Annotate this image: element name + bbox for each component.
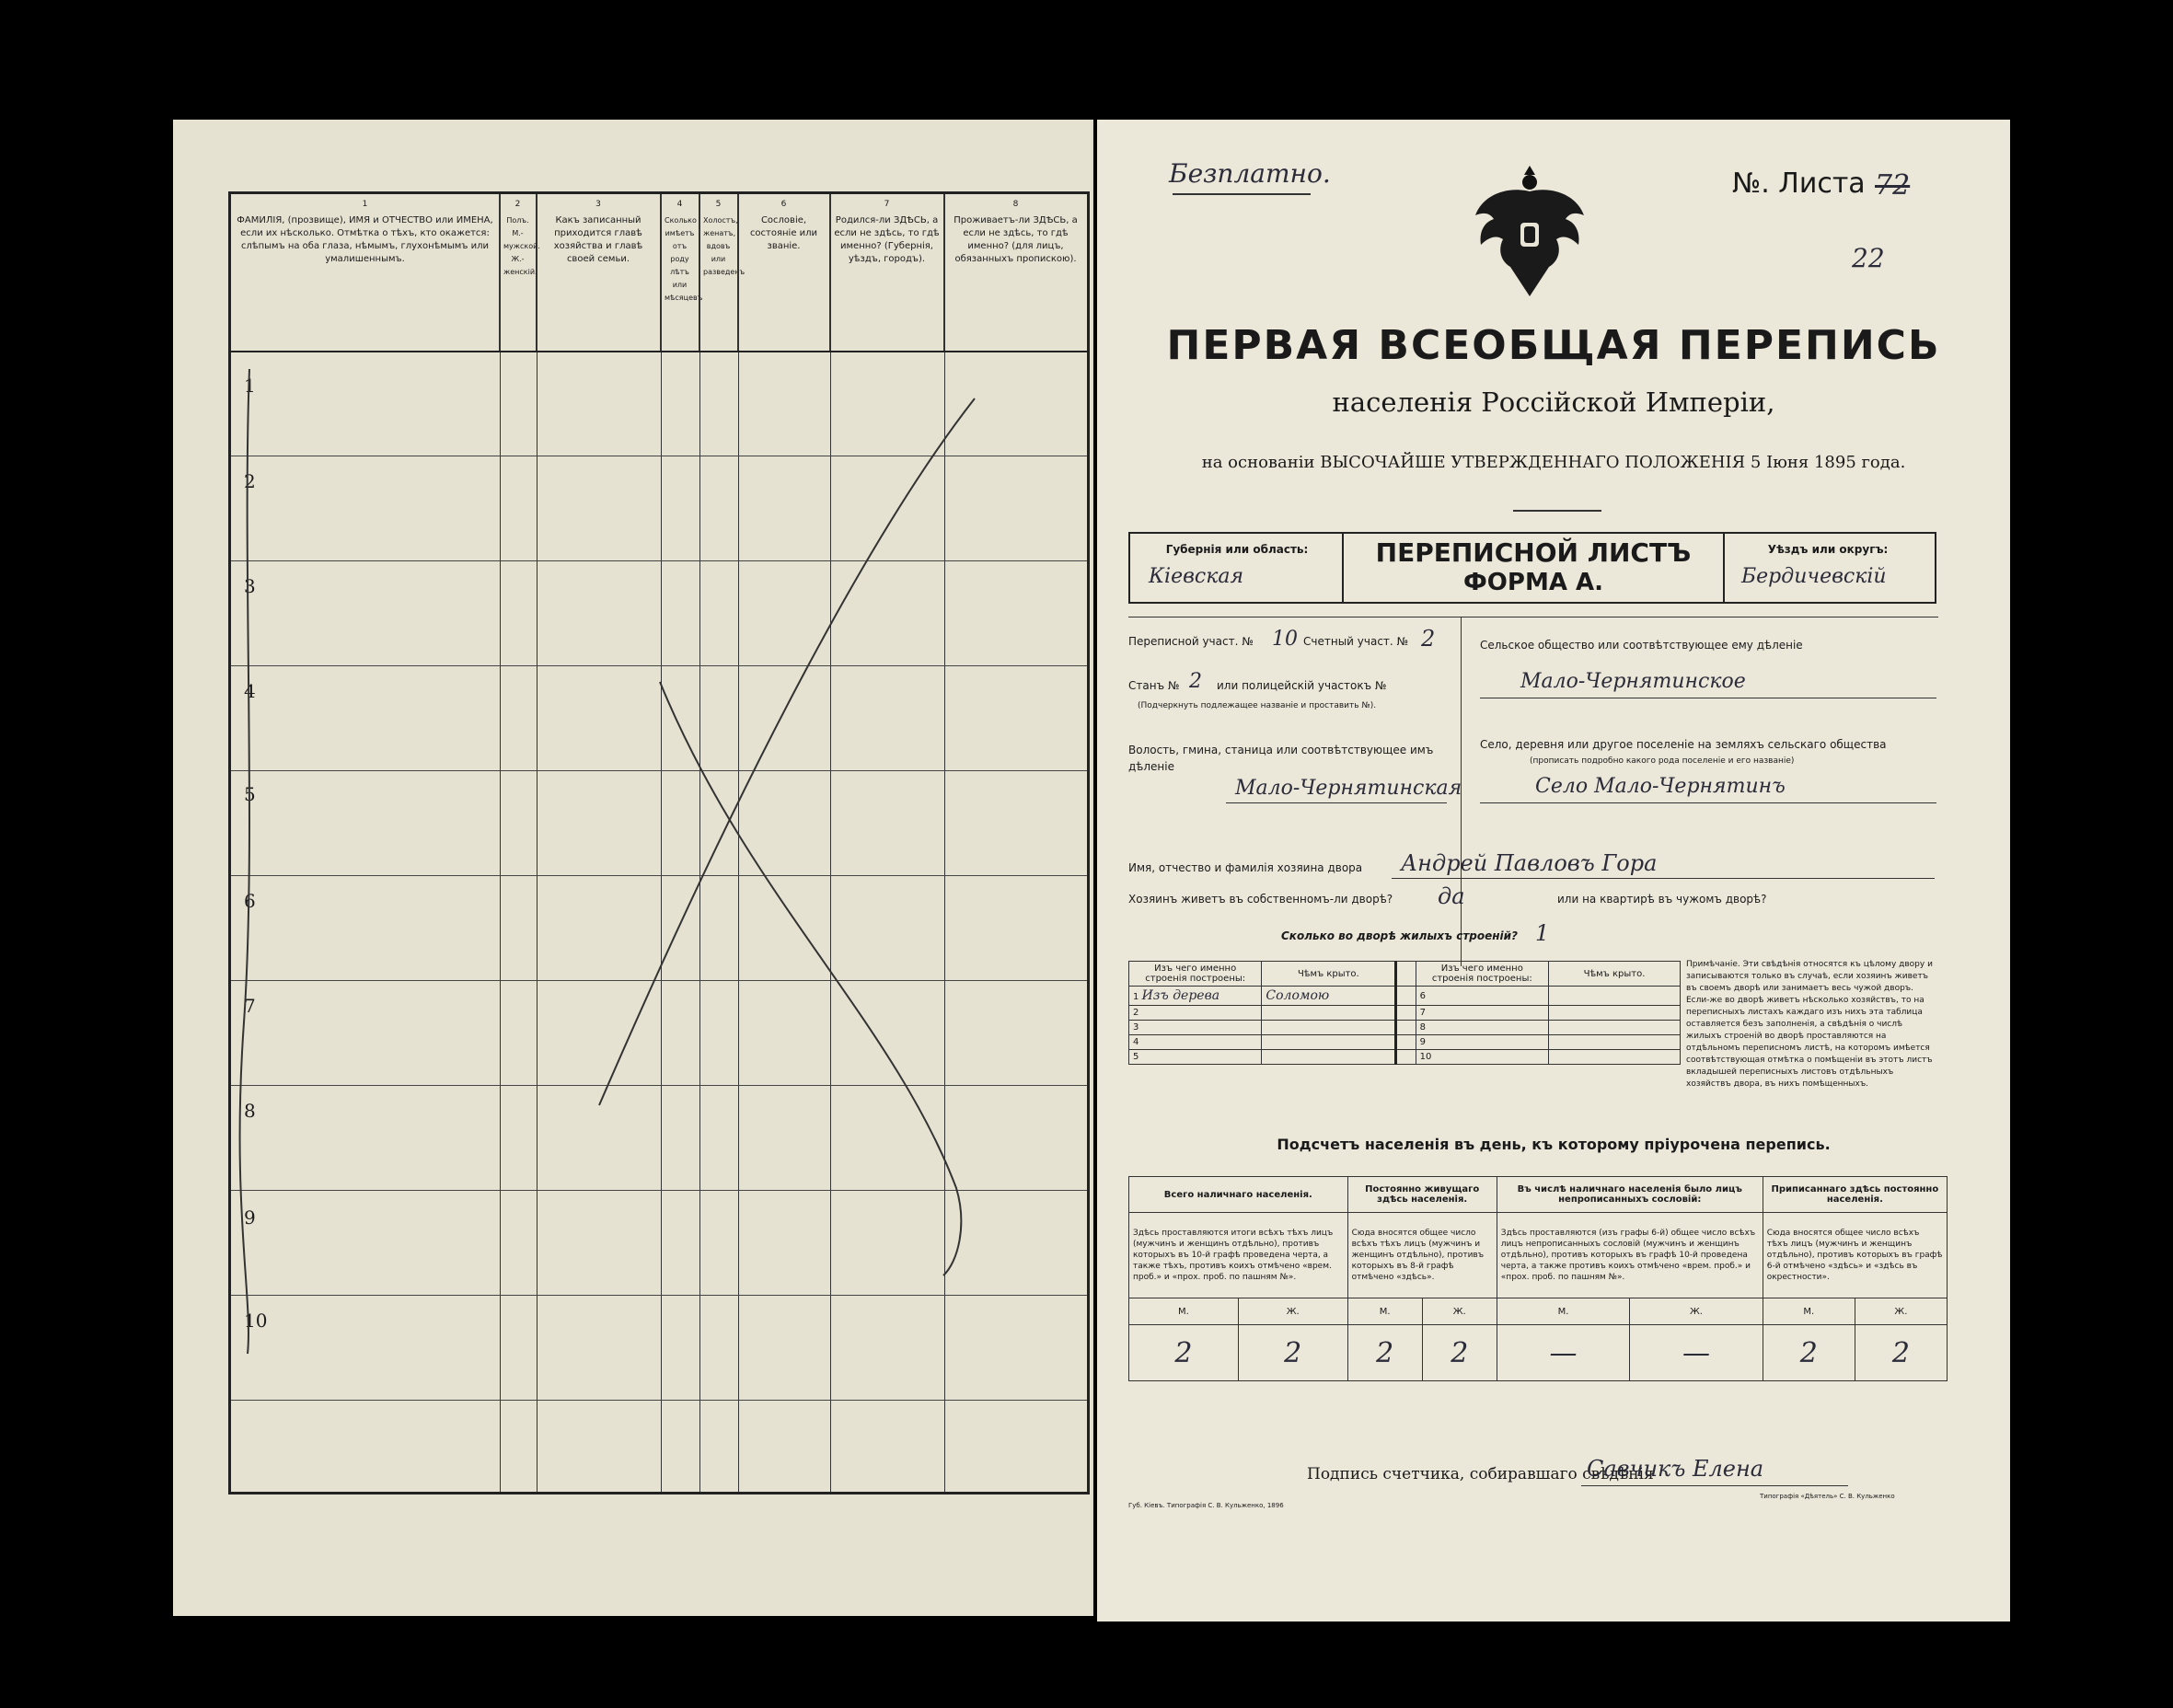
signature-value: Савчикъ Елена	[1587, 1456, 1764, 1482]
summary-desc: Здѣсь проставляются итоги всѣхъ тѣхъ лицъ (мужчинъ и женщинъ отдѣльно), противъ которыхъ въ 10-й графѣ проведена черта, а также тѣхъ, противъ коихъ отмѣчено «врем. проб.» и «прох. проб. по пашням №».	[1129, 1213, 1348, 1298]
column-text: Родился-ли ЗДѢСЬ, а если не здѣсь, то гдѣ именно? (Губернія, уѣздъ, городъ).	[834, 215, 940, 264]
society-label: Сельское общество или соотвѣтствующее ему дѣленіе	[1480, 639, 1803, 652]
household-roster-table	[228, 191, 1090, 1494]
guberniya-box	[1128, 532, 1344, 604]
sex-label: Ж.	[1238, 1298, 1347, 1325]
row-index: 4	[1129, 1035, 1262, 1050]
column-text: Холостъ, женатъ, вдовъ или разведенъ	[703, 216, 746, 276]
row-index: 9	[1416, 1035, 1548, 1050]
column-text: Какъ записанный приходится главѣ хозяйства и главѣ своей семьи.	[553, 215, 643, 264]
row-index: 2	[1129, 1006, 1262, 1021]
sex-label: Ж.	[1630, 1298, 1763, 1325]
uezd-value: Бердичевскій	[1741, 565, 1887, 588]
row-number: 5	[244, 783, 256, 805]
spacer	[1396, 1050, 1416, 1065]
column-number: 7	[884, 200, 890, 209]
row-number: 2	[244, 470, 256, 492]
row-index: 5	[1129, 1050, 1262, 1065]
column-text: Полъ. М.-мужской. Ж.-женскій.	[503, 216, 540, 276]
volost-value: Мало-Чернятинская	[1235, 777, 1462, 800]
row-number: 7	[244, 995, 256, 1017]
buildings-table-head	[1129, 962, 1681, 987]
roof-head: Чѣмъ крыто.	[1549, 962, 1681, 987]
handwritten-cross-out-mark	[231, 194, 1087, 1492]
form-label: ФОРМА А.	[1463, 569, 1603, 596]
society-value: Мало-Чернятинское	[1520, 670, 1746, 693]
material-cell	[1129, 987, 1262, 1006]
village-label: Село, деревня или другое поселеніе на земляхъ сельскаго общества	[1480, 738, 1887, 751]
material-head: Изъ чего именно строенія построены:	[1416, 962, 1548, 987]
village-note: (прописать подробно какого рода поселеніе и его названіе)	[1530, 756, 1795, 766]
sex-header-row	[1129, 1298, 1948, 1325]
column-number: 3	[595, 200, 601, 209]
own-yard-value: да	[1438, 883, 1465, 909]
column-number: 1	[362, 200, 368, 209]
counting-label: Счетный участ. №	[1303, 635, 1409, 648]
summary-heads	[1129, 1177, 1948, 1213]
spacer	[1396, 1006, 1416, 1021]
sheet-title-box	[1342, 532, 1725, 604]
buildings-table	[1128, 961, 1681, 1065]
uezd-label: Уѣздъ или округъ:	[1767, 543, 1889, 556]
village-field-line	[1480, 802, 1936, 803]
column-number: 6	[780, 200, 787, 209]
column-text: Сословіе, состояніе или званіе.	[749, 215, 818, 251]
count-value: —	[1497, 1325, 1629, 1381]
material-head: Изъ чего именно строенія построены:	[1129, 962, 1262, 987]
printer-imprint-left: Губ. Кіевъ. Типографія С. В. Кульженко, 1896	[1128, 1502, 1284, 1509]
district-value: 10	[1272, 628, 1298, 651]
summary-desc: Сюда вносятся общее число всѣхъ тѣхъ лицъ (мужчинъ и женщинъ отдѣльно), противъ которыхъ въ 8-й графѣ отмѣчено «здѣсь».	[1347, 1213, 1497, 1298]
police-label: или полицейскій участокъ №	[1217, 679, 1387, 692]
roof-value	[1549, 1035, 1681, 1050]
summary-head: Приписаннаго здѣсь постоянно населенія.	[1763, 1177, 1947, 1213]
summary-desc: Сюда вносятся общее число всѣхъ тѣхъ лицъ (мужчинъ и женщинъ отдѣльно), противъ которыхъ въ графѣ 6-й отмѣчено «здѣсь» и «здѣсь въ окрестности».	[1763, 1213, 1947, 1298]
district-label: Переписной участ. №	[1128, 635, 1254, 648]
spacer	[1396, 987, 1416, 1006]
table-row	[1129, 1035, 1681, 1050]
summary-head: Постоянно живущаго здѣсь населенія.	[1347, 1177, 1497, 1213]
ornament-divider	[1513, 510, 1601, 512]
row-index: 10	[1416, 1050, 1548, 1065]
volost-label: Волость, гмина, станица или соотвѣтствующее имъ дѣленіе	[1128, 744, 1434, 773]
sex-label: М.	[1497, 1298, 1629, 1325]
row-number: 9	[244, 1206, 256, 1229]
own-yard-label: Хозяинъ живетъ въ собственномъ-ли дворѣ?	[1128, 893, 1393, 906]
summary-table	[1128, 1176, 1948, 1381]
table-row	[1129, 1021, 1681, 1035]
roof-value	[1262, 1021, 1396, 1035]
column-number: 2	[514, 200, 521, 209]
roof-value	[1262, 1050, 1396, 1065]
summary-head: Въ числѣ наличнаго населенія было лицъ непрописанныхъ сословій:	[1497, 1177, 1763, 1213]
sex-label: Ж.	[1422, 1298, 1497, 1325]
row-index: 3	[1129, 1021, 1262, 1035]
left-page	[173, 120, 1093, 1616]
imperial-eagle-icon	[1470, 158, 1589, 304]
count-value: —	[1630, 1325, 1763, 1381]
material-value: Изъ дерева	[1141, 988, 1220, 1003]
guberniya-label: Губернія или область:	[1165, 543, 1309, 556]
roof-value	[1549, 987, 1681, 1006]
roof-value	[1549, 1050, 1681, 1065]
sex-label: М.	[1129, 1298, 1239, 1325]
row-index: 1	[1133, 992, 1139, 1002]
count-value: 2	[1855, 1325, 1947, 1381]
row-number: 3	[244, 575, 256, 597]
table-row	[1129, 1006, 1681, 1021]
right-page	[1097, 120, 2010, 1621]
row-index: 6	[1416, 987, 1548, 1006]
free-label: Безплатно.	[1169, 158, 1331, 189]
owner-value: Андрей Павловъ Гора	[1401, 850, 1658, 876]
buildings-note: Примѣчаніе. Эти свѣдѣнія относятся къ цѣлому двору и записываются только въ случаѣ, если хозяинъ живетъ въ своемъ дворѣ или занимаетъ весь чужой дворъ. Если-же во дворѣ живетъ нѣсколько хозяйствъ, то на переписныхъ листахъ каждаго изъ нихъ эта таблица оставляется безъ заполненія, а свѣдѣнія о числѣ жилыхъ строеній во дворѣ проставляются на отдѣльномъ переписномъ листѣ, на которомъ имѣется соотвѣтствующая отмѣтка о помѣщеніи въ этотъ листъ вкладышей переписныхъ листовъ отдѣльныхъ хозяйствъ двора, въ нихъ помѣщенныхъ.	[1686, 960, 1933, 1089]
spacer	[1396, 962, 1416, 987]
summary-title: Подсчетъ населенія въ день, къ которому пріурочена перепись.	[1277, 1136, 1831, 1153]
sheet-title: ПЕРЕПИСНОЙ ЛИСТЪ	[1375, 537, 1692, 568]
owner-field-line	[1392, 878, 1935, 879]
roof-head: Чѣмъ крыто.	[1262, 962, 1396, 987]
sex-label: Ж.	[1855, 1298, 1947, 1325]
sheet-number-label: №. Листа	[1732, 167, 1866, 200]
roof-value: Соломою	[1262, 987, 1396, 1006]
sex-value-row	[1129, 1325, 1948, 1381]
count-value: 2	[1347, 1325, 1422, 1381]
stan-value: 2	[1189, 670, 1202, 693]
sheet-number-value: 22	[1852, 243, 1885, 273]
row-number: 6	[244, 890, 256, 912]
row-index: 8	[1416, 1021, 1548, 1035]
legal-basis: на основаніи ВЫСОЧАЙШЕ УТВЕРЖДЕННАГО ПОЛОЖЕНІЯ 5 Іюня 1895 года.	[1201, 453, 1906, 472]
rented-label: или на квартирѣ въ чужомъ дворѣ?	[1557, 893, 1767, 906]
volost-field-line	[1226, 802, 1447, 803]
buildings-label: Сколько во дворѣ жилыхъ строеній?	[1281, 929, 1519, 942]
row-index: 7	[1416, 1006, 1548, 1021]
signature-label: Подпись счетчика, собиравшаго свѣдѣнія	[1307, 1465, 1654, 1483]
row-number: 8	[244, 1100, 256, 1122]
owner-label: Имя, отчество и фамилія хозяина двора	[1128, 861, 1363, 874]
guberniya-value: Кіевская	[1149, 565, 1244, 588]
police-note: (Подчеркнуть подлежащее названіе и проставить №).	[1138, 701, 1377, 710]
free-underline	[1173, 193, 1311, 195]
counting-value: 2	[1421, 626, 1436, 652]
page-title: ПЕРВАЯ ВСЕОБЩАЯ ПЕРЕПИСЬ	[1166, 322, 1941, 369]
row-number: 1	[244, 375, 256, 397]
spacer	[1396, 1035, 1416, 1050]
signature-line	[1581, 1485, 1848, 1486]
row-number: 4	[244, 680, 256, 702]
table-row	[1129, 987, 1681, 1006]
count-value: 2	[1763, 1325, 1855, 1381]
page-subtitle: населенія Россійской Имперіи,	[1332, 387, 1775, 418]
sex-label: М.	[1347, 1298, 1422, 1325]
stan-label: Станъ №	[1128, 679, 1180, 692]
roof-value	[1549, 1006, 1681, 1021]
printer-imprint-right: Типографія «Дѣятель» С. В. Кульженко	[1760, 1493, 1895, 1500]
roof-value	[1549, 1021, 1681, 1035]
roof-value	[1262, 1006, 1396, 1021]
spacer	[1396, 1021, 1416, 1035]
sex-label: М.	[1763, 1298, 1855, 1325]
summary-descriptions	[1129, 1213, 1948, 1298]
roof-value	[1262, 1035, 1396, 1050]
column-text: ФАМИЛІЯ, (прозвище), ИМЯ и ОТЧЕСТВО или ИМЕНА, если их нѣсколько. Отмѣтка о тѣхъ, кто окажется: слѣпымъ на оба глаза, нѣмымъ, глухонѣмымъ или умалишеннымъ.	[237, 215, 493, 264]
column-text: Сколько имѣетъ отъ роду лѣтъ или мѣсяцевъ	[665, 216, 703, 302]
buildings-value: 1	[1535, 920, 1550, 946]
column-number: 8	[1012, 200, 1019, 209]
count-value: 2	[1129, 1325, 1239, 1381]
count-value: 2	[1238, 1325, 1347, 1381]
summary-desc: Здѣсь проставляются (изъ графы 6-й) общее число всѣхъ лицъ непрописанныхъ сословій (мужчинъ и женщинъ отдѣльно), противъ которыхъ въ графѣ 10-й проведена черта, а также противъ коихъ отмѣчено «врем. проб.» и «прох. проб. по пашням №».	[1497, 1213, 1763, 1298]
column-number: 4	[676, 200, 683, 209]
table-row	[1129, 1050, 1681, 1065]
village-value: Село Мало-Чернятинъ	[1535, 775, 1786, 798]
uezd-box	[1721, 532, 1936, 604]
column-number: 5	[715, 200, 722, 209]
summary-head: Всего наличнаго населенія.	[1129, 1177, 1348, 1213]
sheet-number-struck: 72	[1875, 169, 1911, 202]
count-value: 2	[1422, 1325, 1497, 1381]
row-number: 10	[244, 1310, 268, 1332]
column-text: Проживаетъ-ли ЗДѢСЬ, а если не здѣсь, то гдѣ именно? (для лицъ, обязанныхъ пропискою).	[954, 215, 1078, 264]
